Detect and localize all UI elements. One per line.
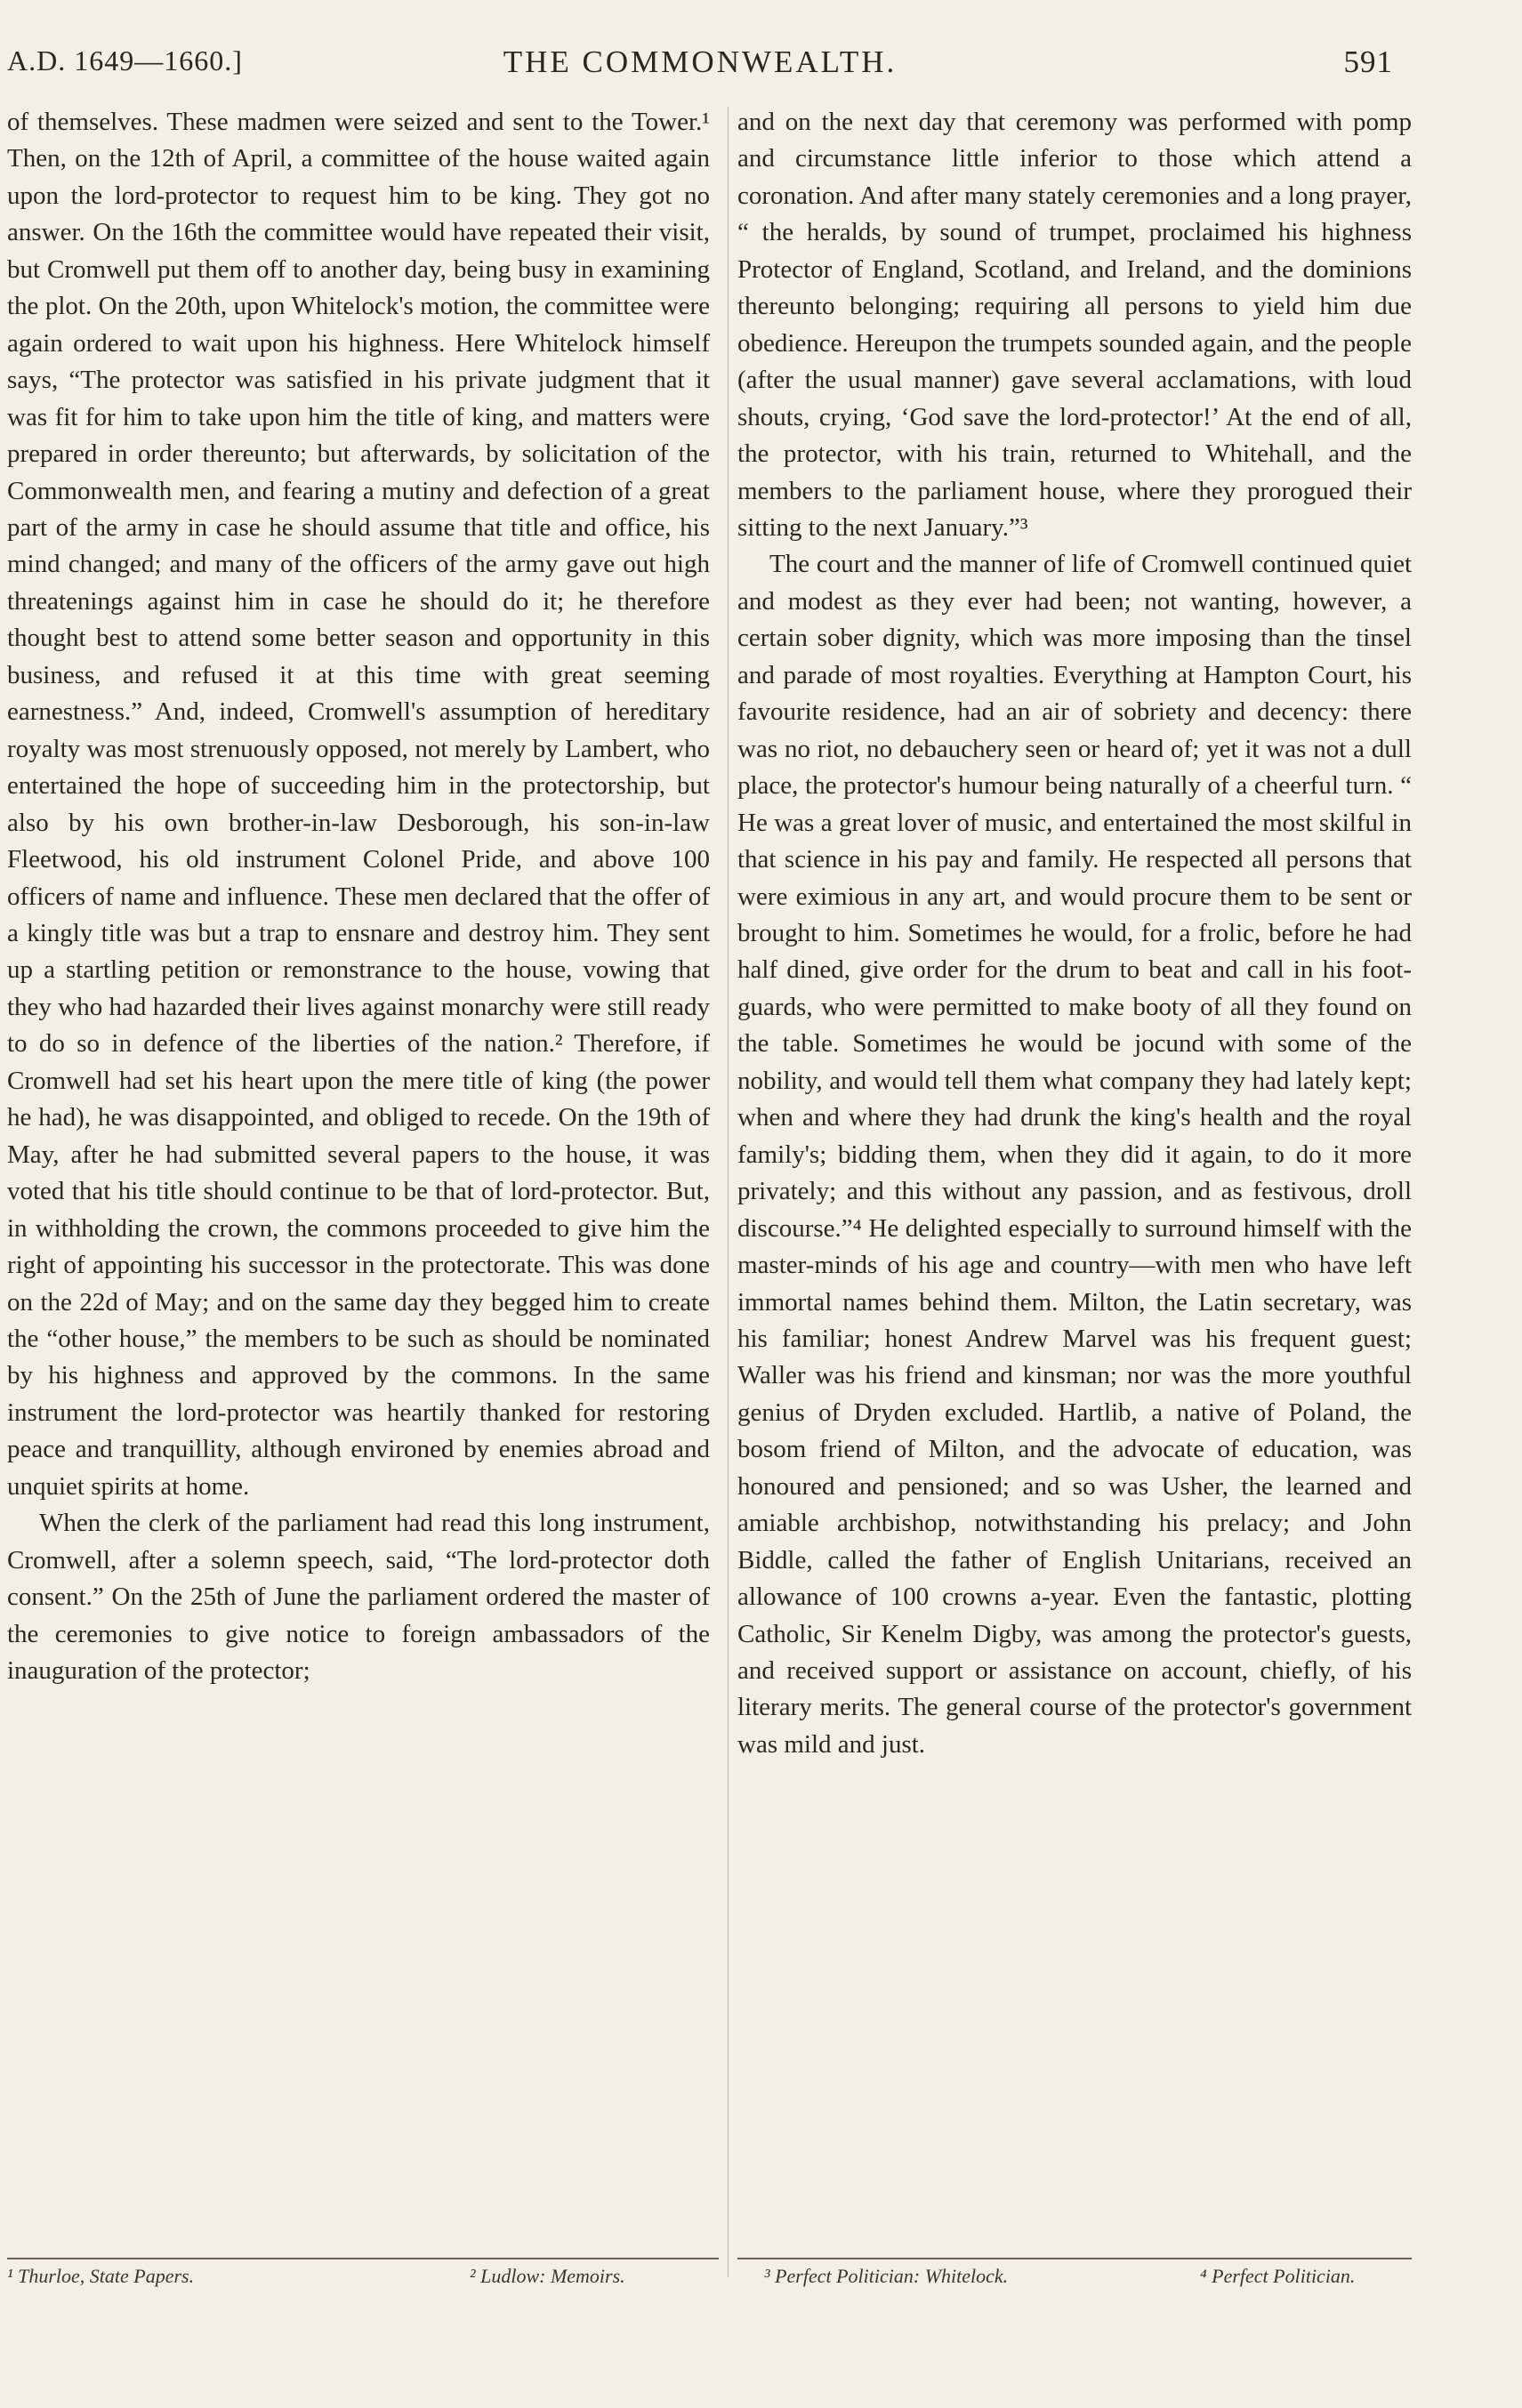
paragraph: The court and the manner of life of Cromwell continued quiet and modest as they ever had been; not wanting, however, a certain sober dignity, which was more imposing than the tinsel and parade of most royalties. Everything at Hampton Court, his favourite residence, had an air of sobriety and decency: there was no riot, no debauchery seen or heard of; yet it was not a dull place, the protector's humour being naturally of a cheerful turn. “ He was a great lover of music, and entertained the most skilful in that science in his pay and family. He respected all persons that were eximious in any art, and would procure them to be sent or brought to him. Sometimes he would, for a frolic, before he had half dined, give order for the drum to beat and call in his foot-guards, who were permitted to make booty of all they found on the table. Sometimes he would be jocund with some of the nobility, and would tell them what company they had lately kept; when and where they had drunk the king's health and the royal family's; bidding them, when they did it again, to do it more privately; and this without any passion, and as festivous, droll discourse.”⁴ He delighted especially to surround himself with the master-minds of his age and country—with men who have left immortal names behind them. Milton, the Latin secretary, was his familiar; honest Andrew Marvel was his frequent guest; Waller was his friend and kinsman; nor was the more youthful genius of Dryden excluded. Hartlib, a native of Poland, the bosom friend of Milton, and the advocate of education, was honoured and pensioned; and so was Usher, the learned and amiable archbishop, notwithstanding his prelacy; and John Biddle, called the father of English Unitarians, received an allowance of 100 crowns a-year. Even the fantastic, plotting Catholic, Sir Kenelm Digby, was among the protector's guests, and received support or assistance on account, chiefly, of his literary merits. The general course of the protector's government was mild and just. <box>737 550 1412 1759</box>
header-date-range: A.D. 1649—1660.] <box>7 44 243 77</box>
footnote-rule <box>737 2258 1412 2259</box>
left-text-column <box>7 104 710 2243</box>
paragraph: When the clerk of the parliament had read this long instrument, Cromwell, after a solemn speech, said, “The lord-protector doth consent.” On the 25th of June the parliament ordered the master of the ceremonies to give notice to foreign ambassadors of the inauguration of the protector; <box>7 1509 710 1686</box>
header-title: THE COMMONWEALTH. <box>503 44 898 79</box>
page-number: 591 <box>1343 44 1393 79</box>
footnote-3: ³ Perfect Politician: Whitelock. <box>764 2265 1009 2287</box>
right-text-column <box>737 104 1412 2243</box>
page-header <box>7 44 1393 89</box>
paragraph: of themselves. These madmen were seized and sent to the Tower.¹ Then, on the 12th of April, a committee of the house waited again upon the lord-protector to request him to be king. They got no answer. On the 16th the committee would have repeated their visit, but Cromwell put them off to another day, being busy in examining the plot. On the 20th, upon Whitelock's motion, the committee were again ordered to wait upon his highness. Here Whitelock himself says, “The protector was satisfied in his private judgment that it was fit for him to take upon him the title of king, and matters were prepared in order thereunto; but afterwards, by solicitation of the Commonwealth men, and fearing a mutiny and defection of a great part of the army in case he should assume that title and office, his mind changed; and many of the officers of the army gave out high threatenings against him in case he should do it; he therefore thought best to attend some better season and opportunity in this business, and refused it at this time with great seeming earnestness.” And, indeed, Cromwell's assumption of hereditary royalty was most strenuously opposed, not merely by Lambert, who entertained the hope of succeeding him in the protectorship, but also by his own brother-in-law Desborough, his son-in-law Fleetwood, his old instrument Colonel Pride, and above 100 officers of name and influence. These men declared that the offer of a kingly title was but a trap to ensnare and destroy him. They sent up a startling petition or remonstrance to the house, vowing that they who had hazarded their lives against monarchy were still ready to do so in defence of the liberties of the nation.² Therefore, if Cromwell had set his heart upon the mere title of king (the power he had), he was disappointed, and obliged to recede. On the 19th of May, after he had submitted several papers to the house, it was voted that his title should continue to be that of lord-protector. But, in withholding the crown, the commons proceeded to give him the right of appointing his successor in the protectorate. This was done on the 22d of May; and on the same day they begged him to create the “other house,” the members to be such as should be nominated by his highness and approved by the commons. In the same instrument the lord-protector was heartily thanked for restoring peace and tranquillity, although environed by enemies abroad and unquiet spirits at home. <box>7 108 710 1501</box>
footnote-1: ¹ Thurloe, State Papers. <box>7 2265 195 2287</box>
footnote-2: ² Ludlow: Memoirs. <box>470 2265 625 2287</box>
footnote-rule <box>7 2258 719 2259</box>
footnote-4: ⁴ Perfect Politician. <box>1200 2265 1356 2287</box>
paragraph: and on the next day that ceremony was performed with pomp and circumstance little inferior to those which attend a coronation. And after many stately ceremonies and a long prayer, “ the heralds, by sound of trumpet, proclaimed his highness Protector of England, Scotland, and Ireland, and the dominions thereunto belonging; requiring all persons to yield him due obedience. Hereupon the trumpets sounded again, and the people (after the usual manner) gave several acclamations, with loud shouts, crying, ‘God save the lord-protector!’ At the end of all, the protector, with his train, returned to Whitehall, and the members to the parliament house, where they prorogued their sitting to the next January.”³ <box>737 108 1412 542</box>
column-divider <box>728 107 729 2277</box>
